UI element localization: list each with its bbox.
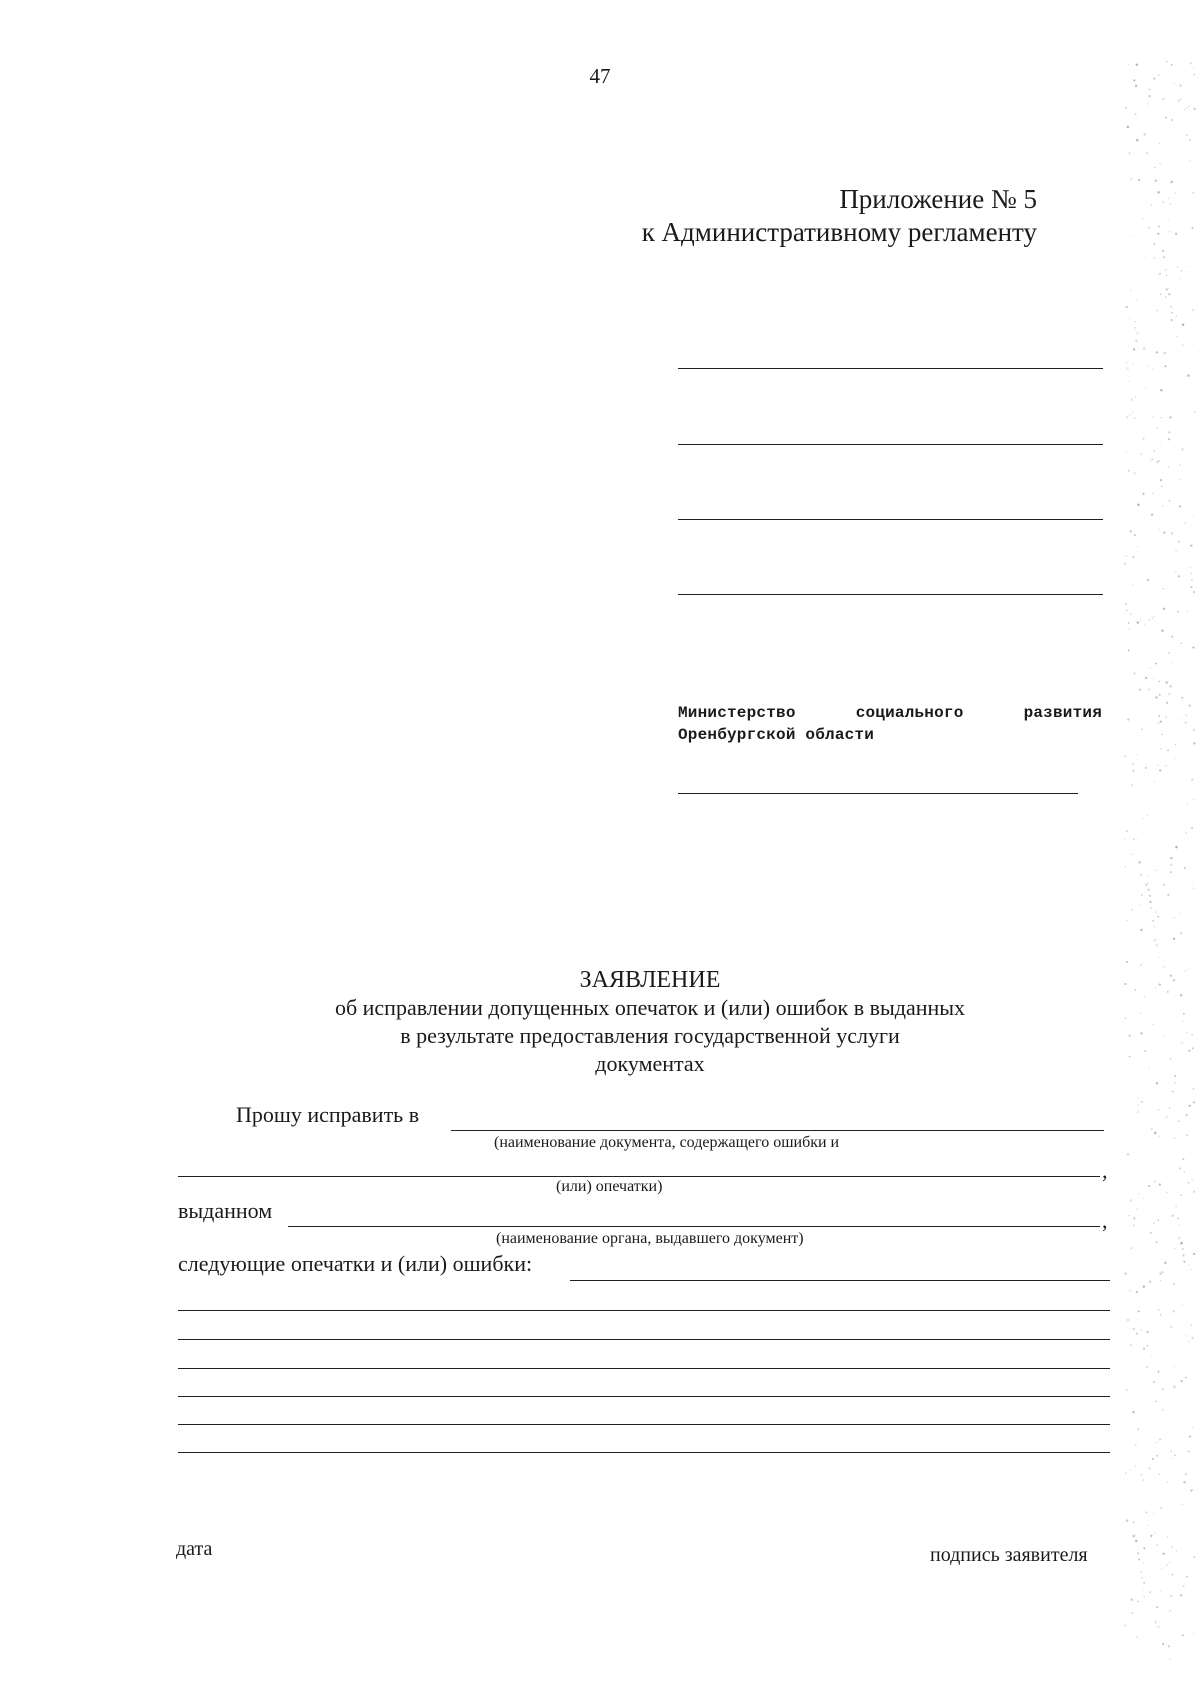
date-label: дата [176,1538,213,1560]
form-subtitle-line-2: в результате предоставления государственной услуги [400,1023,900,1048]
issued-label: выданном [178,1198,273,1223]
hint-document-name: (наименование документа, содержащего ошибки и [494,1134,840,1151]
form-subtitle-line-3: документах [595,1051,705,1076]
hint-or-typos: (или) опечатки) [556,1178,663,1195]
appendix-line-1: Приложение № 5 [839,184,1037,214]
ministry-word-2: социального [855,704,964,722]
errors-line-4[interactable] [178,1396,1110,1397]
request-label: Прошу исправить в [236,1102,420,1127]
addressee-blank-line-3 [678,519,1103,520]
document-name-field[interactable] [451,1130,1104,1131]
form-subtitle-line-1: об исправлении допущенных опечаток и (или) ошибок в выданных [334,995,966,1020]
ministry-line-1 [678,702,1102,724]
errors-line-3[interactable] [178,1368,1110,1369]
issuer-field[interactable] [288,1226,1100,1227]
ministry-word-3: развития [1023,704,1102,722]
ministry-line-2: Оренбургской области [678,726,875,744]
errors-line-2[interactable] [178,1339,1110,1340]
form-title: ЗАЯВЛЕНИЕ [579,967,721,993]
addressee-blank-line-5 [678,793,1078,794]
addressee-blank-line-4 [678,594,1103,595]
trailing-comma-1: , [1102,1158,1108,1183]
form-title-block [0,966,1200,1078]
errors-label: следующие опечатки и (или) ошибки: [178,1251,533,1276]
hint-issuer: (наименование органа, выдавшего документ) [496,1230,804,1247]
document-name-field-continued[interactable] [178,1176,1100,1177]
appendix-line-2: к Административному регламенту [641,217,1037,247]
page-number: 47 [589,64,611,88]
addressee-blank-line-1 [678,368,1103,369]
signature-label: подпись заявителя [930,1544,1088,1566]
trailing-comma-2: , [1102,1208,1108,1233]
scan-noise [1070,0,1200,1697]
errors-line-1[interactable] [178,1310,1110,1311]
appendix-header [642,183,1037,249]
addressee-ministry [678,702,1102,746]
addressee-blank-line-2 [678,444,1103,445]
errors-line-6[interactable] [178,1452,1110,1453]
errors-line-5[interactable] [178,1424,1110,1425]
ministry-word-1: Министерство [678,704,796,722]
errors-field[interactable] [570,1280,1110,1281]
